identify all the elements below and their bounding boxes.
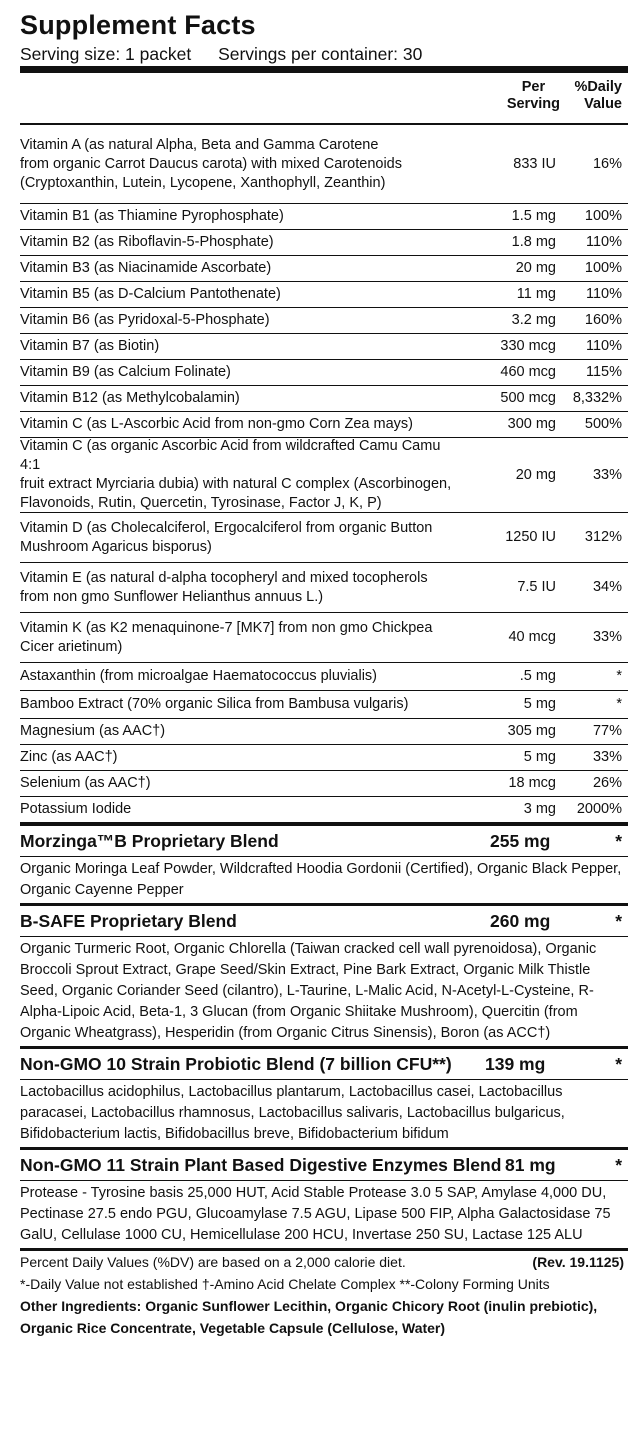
nutrient-name: Vitamin B6 (as Pyridoxal-5-Phosphate) (20, 312, 270, 328)
nutrient-name: Vitamin B9 (as Calcium Folinate) (20, 364, 231, 380)
blend-name: Morzinga™B Proprietary Blend (20, 830, 279, 851)
nutrient-row (20, 438, 628, 513)
nutrient-row (20, 125, 628, 204)
nutrient-row (20, 360, 628, 386)
daily-value-header: %Daily Value (574, 79, 622, 112)
nutrient-name: Bamboo Extract (70% organic Silica from Bambusa vulgaris) (20, 696, 409, 712)
nutrient-name: Potassium Iodide (20, 801, 132, 817)
nutrient-amount: 18 mcg (508, 775, 556, 791)
nutrient-amount: 833 IU (513, 155, 556, 172)
nutrient-daily-value: 8,332% (572, 390, 622, 406)
other-ingredients (20, 1295, 628, 1339)
nutrient-daily-value: 16% (592, 155, 622, 172)
nutrient-row (20, 412, 628, 438)
blend-block (20, 906, 628, 1049)
nutrient-row (20, 771, 628, 797)
blend-block (20, 1150, 628, 1251)
nutrient-amount: 300 mg (507, 416, 556, 432)
servings-per-container: Servings per container: 30 (218, 44, 423, 64)
nutrient-amount: 20 mg (515, 260, 556, 276)
nutrient-daily-value: 34% (592, 579, 622, 595)
nutrient-row (20, 691, 628, 719)
nutrient-name: Vitamin E (as natural d-alpha tocopheryl and mixed tocopherols from non gmo Sunflower Helianthus annuus L.) (20, 569, 428, 605)
thick-divider (20, 66, 628, 73)
blend-ingredients: Lactobacillus acidophilus, Lactobacillus plantarum, Lactobacillus casei, Lactobacillus paracasei, Lactobacillus rhamnosus, Lactobacillus salivaris, Lactobacillus bulgaricus, Bifidobacterium lactis, Bifidobacillus breve, Bifidobacterium bifidum (20, 1084, 565, 1142)
nutrient-daily-value: 110% (585, 234, 622, 250)
nutrient-name: Vitamin B3 (as Niacinamide Ascorbate) (20, 260, 272, 276)
nutrient-daily-value: 33% (592, 629, 622, 645)
blend-daily-value: * (615, 910, 622, 931)
nutrient-row (20, 745, 628, 771)
nutrient-amount: 5 mg (523, 749, 556, 765)
nutrient-name: Vitamin B12 (as Methylcobalamin) (20, 390, 240, 406)
nutrient-name: Vitamin B1 (as Thiamine Pyrophosphate) (20, 208, 284, 224)
nutrient-row (20, 230, 628, 256)
per-serving-header: Per Serving (506, 79, 560, 112)
nutrient-name: Vitamin K (as K2 menaquinone-7 [MK7] from non gmo Chickpea Cicer arietinum) (20, 619, 433, 655)
nutrient-daily-value: 110% (585, 286, 622, 302)
nutrient-amount: 5 mg (523, 696, 556, 712)
nutrient-name: Vitamin C (as L-Ascorbic Acid from non-gmo Corn Zea mays) (20, 416, 413, 432)
nutrient-row (20, 563, 628, 613)
nutrient-daily-value: 26% (592, 775, 622, 791)
nutrient-daily-value: 500% (584, 416, 622, 432)
blend-heading (20, 1049, 628, 1080)
nutrient-daily-value: 100% (584, 208, 622, 224)
nutrient-row (20, 386, 628, 412)
nutrient-name: Zinc (as AAC†) (20, 749, 118, 765)
nutrient-name: Vitamin B7 (as Biotin) (20, 338, 160, 354)
blend-daily-value: * (615, 1154, 622, 1175)
nutrient-name: Vitamin D (as Cholecalciferol, Ergocalciferol from organic Button Mushroom Agaricus bisporus) (20, 519, 433, 555)
nutrient-row (20, 663, 628, 691)
blend-block (20, 823, 628, 906)
nutrient-row (20, 308, 628, 334)
blend-heading (20, 1150, 628, 1181)
nutrient-name: Vitamin B5 (as D-Calcium Pantothenate) (20, 286, 281, 302)
nutrient-row (20, 613, 628, 663)
nutrient-row (20, 797, 628, 823)
blend-heading (20, 823, 628, 857)
nutrient-amount: 330 mcg (500, 338, 556, 354)
nutrient-amount: 3 mg (523, 801, 556, 817)
nutrient-amount: 1.5 mg (511, 208, 556, 224)
revision-label: (Rev. 19.1125) (532, 1254, 624, 1270)
nutrient-amount: 1250 IU (505, 529, 556, 545)
nutrient-daily-value: 110% (585, 338, 622, 354)
nutrient-row (20, 719, 628, 745)
nutrient-name: Magnesium (as AAC†) (20, 723, 166, 739)
serving-size: Serving size: 1 packet (20, 44, 192, 64)
nutrient-daily-value: 160% (584, 312, 622, 328)
nutrient-amount: 40 mcg (508, 629, 556, 645)
nutrient-name: Vitamin A (as natural Alpha, Beta and Gamma Carotene from organic Carrot Daucus carota) with mixed Carotenoids (Cryptoxanthin, Lutein, Lycopene, Xanthophyll, Zeanthin) (20, 136, 402, 191)
nutrient-amount: 460 mcg (500, 364, 556, 380)
blend-ingredients: Organic Moringa Leaf Powder, Wildcrafted Hoodia Gordonii (Certified), Organic Black Pepper, Organic Cayenne Pepper (20, 861, 622, 898)
nutrient-daily-value: 33% (592, 466, 622, 483)
other-ingredients-list: Organic Sunflower Lecithin, Organic Chicory Root (inulin prebiotic), Organic Rice Concentrate, Vegetable Capsule (Cellulose, Water) (20, 1298, 598, 1336)
supplement-facts-panel (20, 10, 628, 1339)
blend-ingredients: Organic Turmeric Root, Organic Chlorella (Taiwan cracked cell wall pyrenoidosa), Organic Broccoli Sprout Extract, Grape Seed/Skin Extract, Pine Bark Extract, Organic Milk Thistle Seed, Organic Coriander Seed (cilantro), L-Taurine, L-Malic Acid, N-Acetyl-L-Cysteine, R-Alpha-Lipoic Acid, Beta-1, 3 Glucan (from Organic Shiitake Mushroom), Quercitin (from Organic Wheatgrass), Hesperidin (from Organic Citrus Sinensis), Boron (as ACC†) (20, 941, 597, 1041)
nutrient-daily-value: 100% (584, 260, 622, 276)
other-ingredients-label: Other Ingredients: (20, 1298, 142, 1314)
panel-title: Supplement Facts (20, 10, 256, 40)
nutrient-amount: 305 mg (507, 723, 556, 739)
blend-amount: 260 mg (490, 910, 551, 931)
blend-ingredients: Protease - Tyrosine basis 25,000 HUT, Acid Stable Protease 3.0 5 SAP, Amylase 4,000 DU, Pectinase 27.5 endo PGU, Glucoamylase 7.5 AGU, Lipase 500 FIP, Alpha Galactosidase 75 GalU, Cellulase 1000 CU, Hemicellulase 200 HCU, Invertase 250 SU, Lactase 125 ALU (20, 1185, 611, 1243)
nutrient-amount: .5 mg (519, 668, 556, 684)
nutrient-row (20, 256, 628, 282)
nutrient-daily-value: 33% (592, 749, 622, 765)
nutrient-name: Vitamin C (as organic Ascorbic Acid from wildcrafted Camu Camu 4:1 fruit extract Myrciaria dubia) with natural C complex (Ascorbinogen, Flavonoids, Rutin, Quercetin, Tyrosinase, Factor J, K, P) (20, 438, 452, 511)
serving-info (20, 42, 628, 66)
blend-heading (20, 906, 628, 937)
nutrient-daily-value: 77% (592, 723, 622, 739)
blend-section (20, 823, 628, 1251)
nutrient-row (20, 334, 628, 360)
blend-name: Non-GMO 10 Strain Probiotic Blend (7 billion CFU**) (20, 1053, 452, 1074)
nutrient-daily-value: * (616, 668, 622, 684)
nutrient-row (20, 282, 628, 308)
nutrient-amount: 500 mcg (500, 390, 556, 406)
footer-line-1 (20, 1251, 628, 1273)
symbol-legend: *-Daily Value not established †-Amino Acid Chelate Complex **-Colony Forming Units (20, 1276, 550, 1292)
nutrient-name: Astaxanthin (from microalgae Haematococcus pluvialis) (20, 668, 378, 684)
blend-daily-value: * (615, 830, 622, 851)
nutrient-amount: 11 mg (516, 286, 556, 302)
blend-amount: 81 mg (505, 1154, 556, 1175)
blend-amount: 255 mg (490, 830, 551, 851)
nutrient-amount: 3.2 mg (511, 312, 556, 328)
blend-name: Non-GMO 11 Strain Plant Based Digestive Enzymes Blend (20, 1154, 502, 1175)
nutrient-amount: 20 mg (515, 466, 556, 483)
nutrient-daily-value: 2000% (576, 801, 622, 817)
blend-daily-value: * (615, 1053, 622, 1074)
nutrient-row (20, 513, 628, 563)
table-header (20, 77, 628, 125)
nutrient-name: Vitamin B2 (as Riboflavin-5-Phosphate) (20, 234, 274, 250)
nutrient-row (20, 204, 628, 230)
blend-block (20, 1049, 628, 1150)
nutrient-daily-value: * (616, 696, 622, 712)
nutrient-name: Selenium (as AAC†) (20, 775, 151, 791)
nutrient-amount: 1.8 mg (511, 234, 556, 250)
nutrient-table (20, 125, 628, 823)
blend-name: B-SAFE Proprietary Blend (20, 910, 237, 931)
blend-amount: 139 mg (485, 1053, 546, 1074)
percent-dv-note: Percent Daily Values (%DV) are based on a 2,000 calorie diet. (20, 1254, 406, 1270)
nutrient-amount: 7.5 IU (517, 579, 556, 595)
nutrient-daily-value: 312% (584, 529, 622, 545)
nutrient-daily-value: 115% (585, 364, 622, 380)
